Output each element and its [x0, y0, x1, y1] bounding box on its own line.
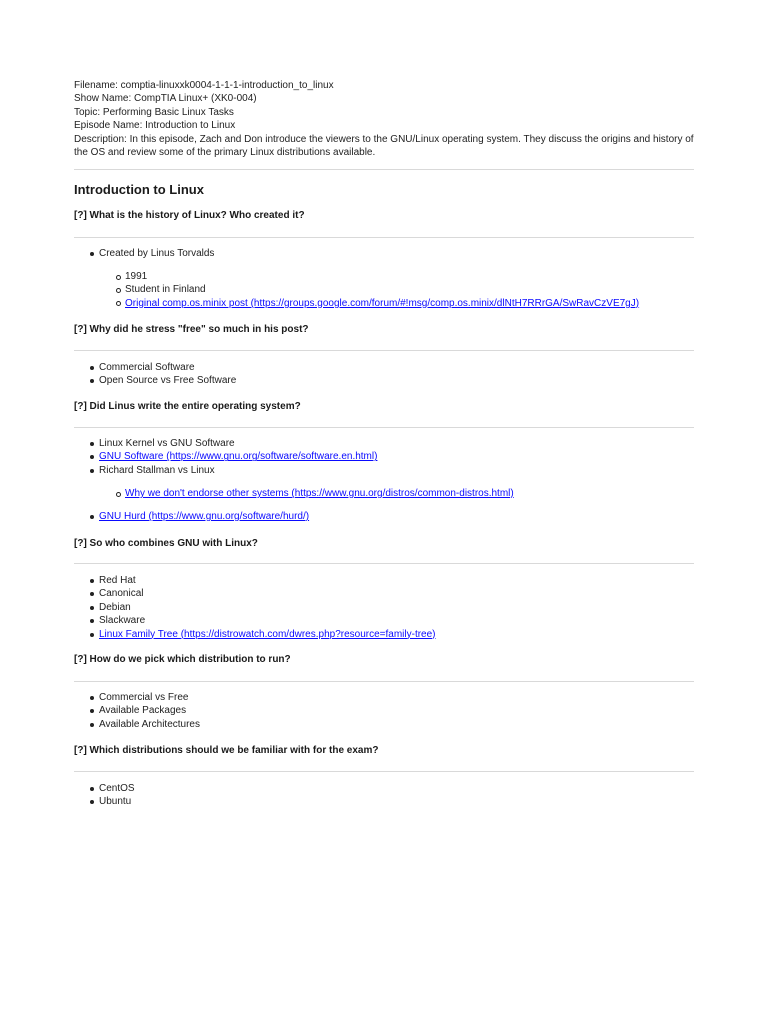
description-line: Description: In this episode, Zach and Don introduce the viewers to the GNU/Linux operating system. They discuss the origins and history of the OS and review some of the primary Linux distributions available. [74, 133, 694, 159]
answer-list [99, 437, 377, 477]
list-item [99, 628, 436, 641]
answer-list [99, 782, 135, 809]
list-item: Available Packages [99, 704, 200, 717]
list-item: Debian [99, 601, 436, 614]
list-item: Commercial Software [99, 361, 236, 374]
list-item: Open Source vs Free Software [99, 375, 237, 387]
list-item: Red Hat [99, 574, 436, 587]
list-item: Available Architectures [99, 718, 200, 730]
comp-os-minix-post-link[interactable]: Original comp.os.minix post (https://groups.google.com/forum/#!msg/comp.os.minix/dlNtH7RRrGA/SwRavCzVE7gJ) [125, 297, 640, 309]
topic-line: Topic: Performing Basic Linux Tasks [74, 106, 234, 118]
list-item: Canonical [99, 587, 436, 600]
answer-list [99, 247, 214, 260]
question-heading: [?] Why did he stress "free" so much in his post? [74, 324, 309, 335]
filename-line: Filename: comptia-linuxxk0004-1-1-1-introduction_to_linux [74, 80, 334, 91]
divider [74, 350, 694, 351]
divider [74, 237, 694, 238]
question-heading: [?] Did Linus write the entire operating system? [74, 401, 301, 412]
divider [74, 427, 694, 428]
answer-list [99, 510, 309, 523]
gnu-software-link[interactable]: GNU Software (https://www.gnu.org/software/software.en.html) [99, 451, 378, 463]
question-heading: [?] What is the history of Linux? Who created it? [74, 210, 305, 221]
divider [74, 169, 694, 170]
sub-list [125, 270, 639, 310]
episode-name-line: Episode Name: Introduction to Linux [74, 120, 236, 132]
question-heading: [?] Which distributions should we be familiar with for the exam? [74, 745, 379, 756]
question-heading: [?] How do we pick which distribution to run? [74, 654, 291, 665]
list-item: Created by Linus Torvalds [99, 248, 215, 259]
gnu-hurd-link[interactable]: GNU Hurd (https://www.gnu.org/software/hurd/) [99, 511, 310, 522]
linux-family-tree-link[interactable]: Linux Family Tree (https://distrowatch.com/dwres.php?resource=family-tree) [99, 628, 436, 640]
page-title: Introduction to Linux [74, 182, 204, 197]
divider [74, 681, 694, 682]
divider [74, 771, 694, 772]
answer-list [99, 574, 436, 641]
list-item: Richard Stallman vs Linux [99, 464, 377, 477]
list-item: Student in Finland [125, 283, 639, 296]
divider [74, 563, 694, 564]
answer-list [99, 361, 236, 388]
list-item: CentOS [99, 783, 135, 794]
episode-metadata [74, 79, 704, 159]
common-distros-link[interactable]: Why we don't endorse other systems (https://www.gnu.org/distros/common-distros.html) [125, 488, 514, 499]
list-item: Slackware [99, 614, 436, 627]
question-heading: [?] So who combines GNU with Linux? [74, 538, 258, 549]
list-item: Linux Kernel vs GNU Software [99, 437, 377, 450]
list-item: 1991 [125, 270, 639, 283]
list-item: Ubuntu [99, 795, 135, 808]
list-item [99, 450, 377, 463]
show-name-line: Show Name: CompTIA Linux+ (XK0-004) [74, 93, 257, 105]
answer-list [99, 691, 200, 731]
list-item [99, 510, 309, 523]
list-item: Commercial vs Free [99, 691, 200, 704]
list-item [125, 297, 639, 310]
list-item [125, 487, 514, 500]
sub-list [125, 487, 514, 500]
